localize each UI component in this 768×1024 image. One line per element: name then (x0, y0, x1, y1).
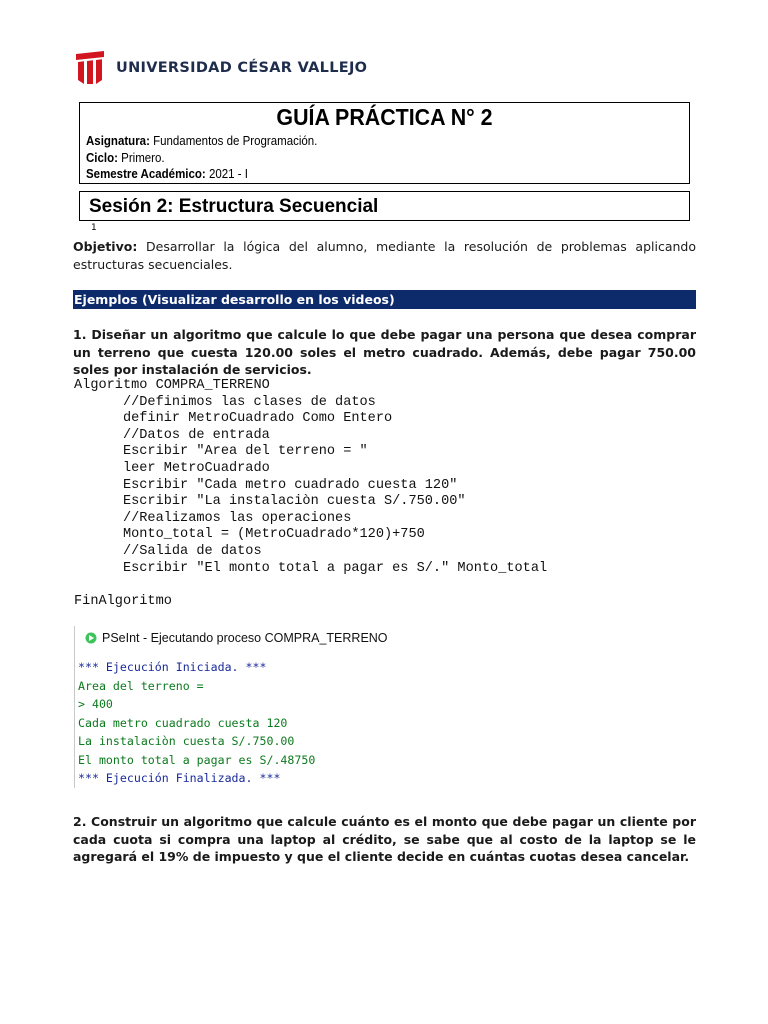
objective-text: Desarrollar la lógica del alumno, mediante la resolución de problemas aplicando estructuras secuenciales. (73, 239, 696, 272)
university-logo (74, 50, 367, 86)
subject-line (86, 134, 317, 148)
cycle-line (86, 151, 165, 165)
code-line: Algoritmo COMPRA_TERRENO (74, 378, 270, 393)
code-line: leer MetroCuadrado (74, 460, 270, 476)
footnote-marker: 1 (91, 223, 97, 233)
code-line: Escribir "Area del terreno = " (74, 444, 368, 460)
subject-label: Asignatura: (86, 134, 150, 148)
console-line: > 400 (78, 697, 113, 711)
code-line: //Salida de datos (74, 543, 262, 559)
console-titlebar (75, 626, 414, 650)
console-line: *** Ejecución Iniciada. *** (78, 660, 267, 674)
session-header (79, 191, 690, 221)
console-output (78, 658, 315, 788)
pseint-icon (85, 632, 97, 644)
semester-value: 2021 - I (205, 167, 248, 181)
examples-banner: Ejemplos (Visualizar desarrollo en los videos) (73, 290, 696, 309)
console-line: *** Ejecución Finalizada. *** (78, 771, 281, 785)
semester-line (86, 167, 248, 181)
code-line: //Definimos las clases de datos (74, 394, 376, 410)
code-line: Monto_total = (MetroCuadrado*120)+750 (74, 527, 425, 543)
guide-title: GUÍA PRÁCTICA N° 2 (276, 104, 493, 130)
code-line: //Realizamos las operaciones (74, 510, 352, 526)
example-2-statement: 2. Construir un algoritmo que calcule cuánto es el monto que debe pagar un cliente por cada cuota si compra una laptop al crédito, se sabe que al costo de la laptop se le agregará el 19% de impuesto y que el cliente decide en cuántas cuotas desea cancelar. (73, 814, 696, 864)
pseudocode-block (74, 378, 547, 577)
session-title: Sesión 2: Estructura Secuencial (89, 196, 379, 217)
guide-header (79, 102, 690, 184)
code-line: Escribir "La instalaciòn cuesta S/.750.00" (74, 494, 466, 510)
console-line: El monto total a pagar es S/.48750 (78, 752, 316, 767)
example-1-statement: 1. Diseñar un algoritmo que calcule lo que debe pagar una persona que desea comprar un terreno que cuesta 120.00 soles el metro cuadrado. Además, debe pagar 750.00 soles por instalación de servicios. (73, 327, 696, 377)
code-line: definir MetroCuadrado Como Entero (74, 411, 393, 427)
objective-label: Objetivo: (73, 239, 138, 254)
objective-paragraph (73, 238, 696, 273)
subject-value: Fundamentos de Programación. (149, 134, 318, 148)
ucv-shield-icon (74, 50, 106, 86)
console-line: Cada metro cuadrado cuesta 120 (78, 715, 288, 730)
cycle-value: Primero. (117, 151, 165, 165)
code-line: Escribir "Cada metro cuadrado cuesta 120" (74, 477, 458, 493)
university-name: UNIVERSIDAD CÉSAR VALLEJO (116, 60, 368, 76)
console-line: La instalaciòn cuesta S/.750.00 (78, 734, 295, 748)
cycle-label: Ciclo: (86, 151, 118, 165)
code-line: Escribir "El monto total a pagar es S/." Monto_total (74, 560, 548, 576)
console-line: Area del terreno = (78, 678, 204, 693)
pseint-console-screenshot (74, 626, 414, 788)
code-line: //Datos de entrada (74, 427, 270, 443)
pseudocode-end: FinAlgoritmo (74, 594, 172, 609)
semester-label: Semestre Académico: (86, 167, 206, 181)
console-title: PSeInt - Ejecutando proceso COMPRA_TERRENO (102, 631, 388, 645)
